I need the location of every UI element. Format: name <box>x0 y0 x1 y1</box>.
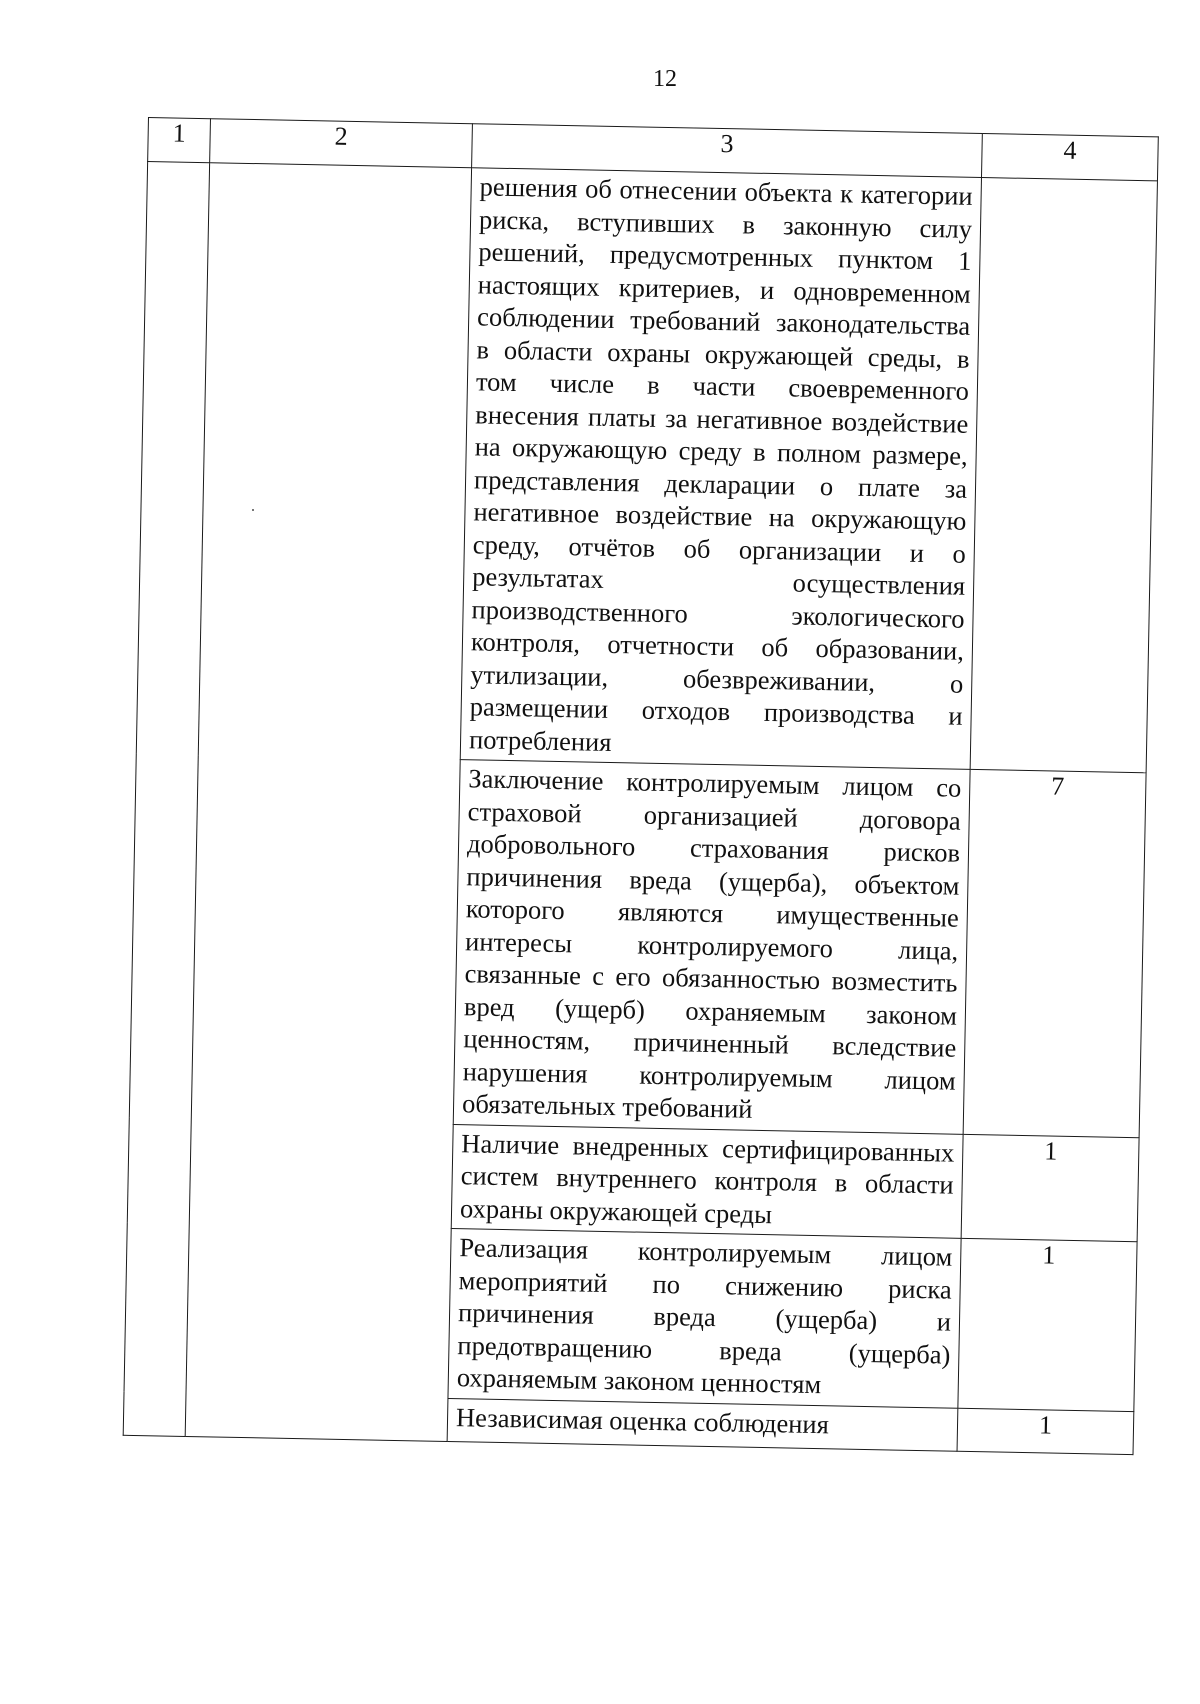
criterion-cell <box>453 760 970 1134</box>
criterion-cell <box>451 1124 963 1238</box>
score-cell: 1 <box>958 1238 1137 1411</box>
column-header-1: 1 <box>148 118 211 163</box>
criteria-table <box>123 117 1159 1455</box>
document-table-wrapper <box>123 117 1158 1455</box>
criterion-cell <box>460 168 981 770</box>
criterion-text: Независимая оценка соблюдения <box>455 1401 830 1439</box>
criterion-text: Реализация контролируемым лицом мероприятий по снижению риска причинения вреда (ущерба) и предотвращению вреда (ущерба) охраняемым законом ценностям <box>456 1232 953 1400</box>
column-header-3: 3 <box>472 124 983 178</box>
criterion-cell <box>448 1229 961 1408</box>
criterion-text: решения об отнесении объекта к категории риска, вступивших в законную силу решений, предусмотренных пунктом 1 настоящих критериев, и одновременном соблюдении требований законодательства в области охраны окружающей среды, в том числе в части своевременного внесения платы за негативное воздействие на окружающую среду в полном размере, представления декларации о плате за негативное воздействие на окружающую среду, отчётов об организации и о результатах осуществления производственного экологического контроля, отчетности об образовании, утилизации, обезвреживании, о размещении отходов производства и потребления <box>468 171 973 757</box>
criterion-cell <box>447 1398 958 1451</box>
score-cell: 1 <box>961 1134 1139 1242</box>
score-cell: 7 <box>963 769 1146 1137</box>
score-cell <box>970 178 1157 773</box>
score-cell: 1 <box>957 1408 1134 1454</box>
table-row <box>136 162 1157 773</box>
page-number: 12 <box>653 66 677 92</box>
column-header-4: 4 <box>981 134 1158 181</box>
column-header-2: 2 <box>210 119 473 168</box>
criterion-text: Наличие внедренных сертифицированных систем внутреннего контроля в области охраны окружающей среды <box>459 1127 955 1229</box>
criterion-text: Заключение контролируемым лицом со страховой организацией договора добровольного страхования рисков причинения вреда (ущерба), объектом которого являются имущественные интересы контролируемого лица, связанные с его обязанностью возместить вред (ущерб) охраняемым законом ценностям, причиненный вследствие нарушения контролируемым лицом обязательных требований <box>461 763 962 1124</box>
column-2-cell <box>185 163 471 1441</box>
